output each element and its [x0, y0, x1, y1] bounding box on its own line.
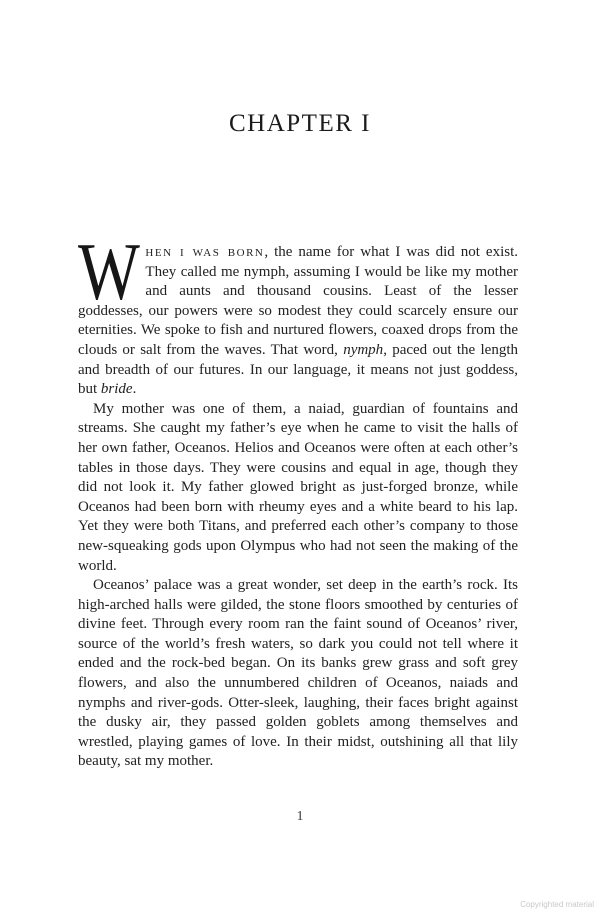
- text-segment-normal: Oceanos’ palace was a great wonder, set deep in the earth’s rock. Its high-arched halls were gilded, the stone floors smoothed by centuries of divine feet. Through every room ran the faint sound of Oceanos’ river, source of the world’s fresh waters, so dark you could not tell where it ended and the rock-bed began. On its banks grew grass and soft grey flowers, and also the unnumbered children of Oceanos, naiads and nymphs and river-gods. Otter-sleek, laughing, their faces bright against the dusky air, they passed golden goblets among themselves and wrestled, playing games of love. In their midst, outshining all that lily beauty, sat my mother.: [78, 577, 518, 770]
- page-number: 1: [296, 809, 304, 824]
- text-segment-normal: My mother was one of them, a naiad, guardian of fountains and streams. She caught my father’s eye when he came to visit the halls of her own father, Oceanos. Helios and Oceanos were often at each other’s tables in those days. They were cousins and equal in age, though they did not look it. My father glowed bright as just-forged bronze, while Oceanos had been born with rheumy eyes and a white beard to his lap. Yet they were both Titans, and preferred each other’s company to those new-squeaking gods upon Olympus who had not seen the making of the world.: [78, 400, 518, 574]
- paragraph: [78, 226, 518, 400]
- chapter-heading: CHAPTER I: [229, 110, 371, 137]
- paragraph: [78, 576, 518, 772]
- text-segment-italic: nymph: [343, 341, 384, 358]
- drop-cap: W: [78, 226, 140, 317]
- text-segment-normal: , paced out the length and breadth of our futures. In our language, it means not just goddess, but: [78, 341, 518, 398]
- text-segment-smallcaps: hen i was born: [145, 244, 265, 260]
- copyright-watermark: Copyrighted material: [520, 900, 594, 909]
- chapter-body: [78, 226, 518, 772]
- text-segment-normal: .: [132, 381, 137, 398]
- paragraph: [78, 400, 518, 576]
- text-segment-normal: , the name for what I was did not exist. They called me nymph, assuming I would be like my mother and aunts and thousand cousins. Least of the lesser goddesses, our powers were so modest they could scarcely ensure our eternities. We spoke to fish and nurtured flowers, coaxed drops from the clouds or salt from the waves. That word,: [78, 244, 518, 358]
- text-segment-italic: bride: [100, 381, 133, 398]
